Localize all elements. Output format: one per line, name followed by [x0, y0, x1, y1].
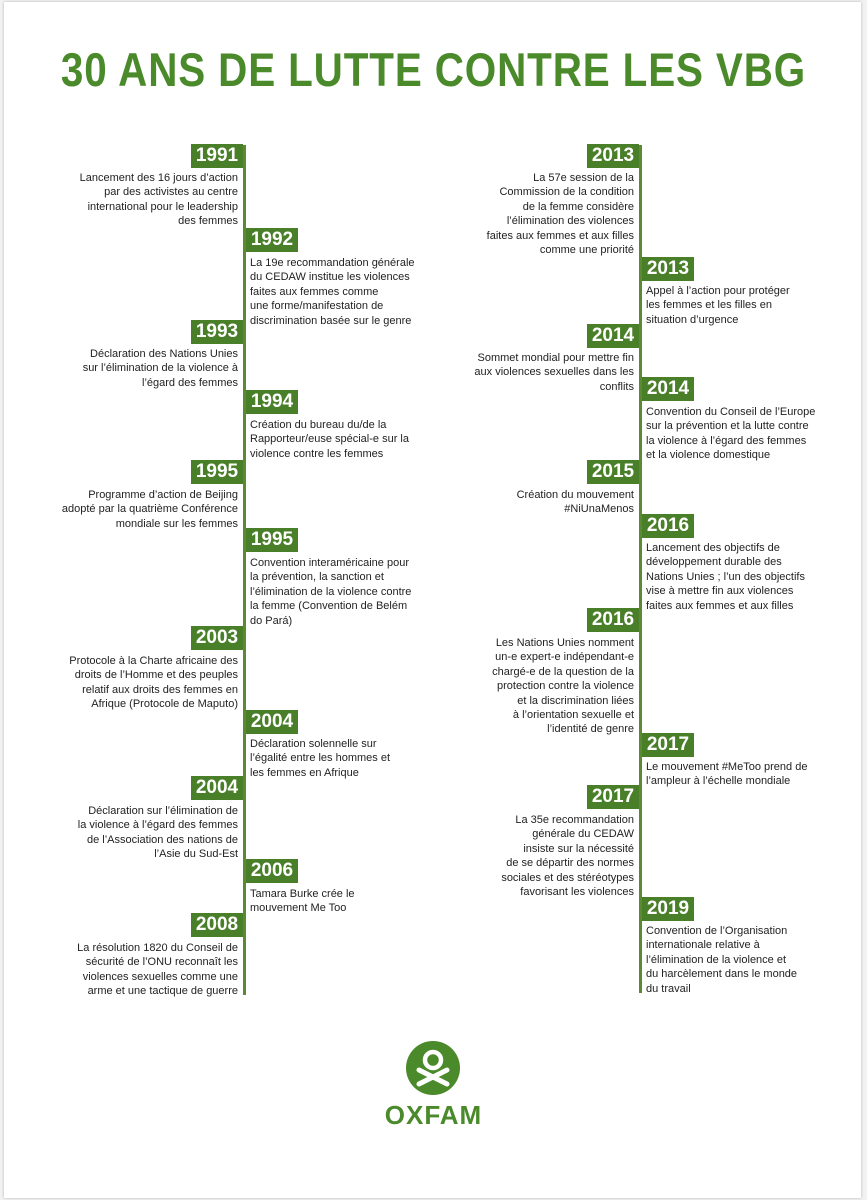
- timeline-year-badge: 2003: [191, 626, 243, 650]
- timeline-event-text: Le mouvement #MeToo prend de l’ampleur à l’échelle mondiale: [646, 761, 808, 788]
- timeline-event-text: Protocole à la Charte africaine des droits de l’Homme et des peuples relatif aux droits des femmes en Afrique (Protocole de Maputo): [69, 655, 238, 711]
- timeline-event-text: Création du mouvement #NiUnaMenos: [516, 489, 634, 516]
- timeline-event-text: Tamara Burke crée le mouvement Me Too: [250, 888, 355, 915]
- timeline-event-text: Convention de l’Organisation internationale relative à l’élimination de la violence et du harcèlement dans le monde du travail: [646, 925, 798, 995]
- timeline-event-text: La résolution 1820 du Conseil de sécurité de l’ONU reconnaît les violences sexuelles comme une arme et une tactique de guerre: [77, 942, 238, 998]
- timeline-event-text: Les Nations Unies nomment un-e expert-e indépendant-e chargé-e de la question de la protection contre la violence et la discrimination liées à l’orientation sexuelle et l’identité de genre: [492, 637, 634, 736]
- timeline-event-text: Sommet mondial pour mettre fin aux violences sexuelles dans les conflits: [474, 352, 634, 393]
- timeline-event-text: La 57e session de la Commission de la condition de la femme considère l’élimination des violences faites aux femmes et aux filles comme une priorité: [486, 172, 634, 257]
- timeline-event-text: Déclaration des Nations Unies sur l’élimination de la violence à l’égard des femmes: [82, 348, 238, 389]
- timeline-year-badge: 1993: [191, 320, 243, 344]
- timeline-event-text: Lancement des objectifs de développement durable des Nations Unies ; l’un des objectifs vise à mettre fin aux violences faites aux femmes et aux filles: [646, 542, 805, 612]
- oxfam-wordmark: OXFAM: [384, 1100, 483, 1130]
- timeline-year-badge: 1994: [246, 390, 298, 414]
- timeline-event-text: Convention du Conseil de l’Europe sur la prévention et la lutte contre la violence à l’égard des femmes et la violence domestique: [646, 406, 816, 462]
- timeline-year-badge: 1991: [191, 144, 243, 168]
- timeline-year-badge: 2004: [246, 710, 298, 734]
- timeline-year-badge: 2008: [191, 913, 243, 937]
- timeline-event-text: Convention interaméricaine pour la prévention, la sanction et l’élimination de la violence contre la femme (Convention de Belém do Pará): [250, 557, 412, 627]
- timeline-year-badge: 2004: [191, 776, 243, 800]
- poster-title: 30 ANS DE LUTTE CONTRE LES VBG: [60, 43, 807, 96]
- timeline-event-text: Lancement des 16 jours d’action par des activistes au centre international pour le leadership des femmes: [79, 172, 238, 228]
- timeline-year-badge: 2014: [587, 324, 639, 348]
- timeline-event-text: La 19e recommandation générale du CEDAW institue les violences faites aux femmes comme une forme/manifestation de discrimination basée sur le genre: [250, 257, 415, 327]
- timeline-event-text: Déclaration sur l’élimination de la violence à l’égard des femmes de l’Association des nations de l’Asie du Sud-Est: [77, 805, 238, 861]
- timeline-year-badge: 2016: [587, 608, 639, 632]
- timeline-year-badge: 2013: [642, 257, 694, 281]
- timeline-year-badge: 2017: [587, 785, 639, 809]
- timeline-event-text: La 35e recommandation générale du CEDAW insiste sur la nécessité de se départir des normes sociales et des stéréotypes favorisant les violences: [501, 814, 634, 899]
- timeline-year-badge: 2014: [642, 377, 694, 401]
- timeline-year-badge: 1992: [246, 228, 298, 252]
- timeline-year-badge: 2013: [587, 144, 639, 168]
- timeline-year-badge: 2016: [642, 514, 694, 538]
- timeline-year-badge: 2006: [246, 859, 298, 883]
- timeline-year-badge: 1995: [246, 528, 298, 552]
- oxfam-logo-icon: [405, 1040, 461, 1096]
- timeline-year-badge: 2015: [587, 460, 639, 484]
- timeline-year-badge: 2019: [642, 897, 694, 921]
- timeline-event-text: Déclaration solennelle sur l’égalité entre les hommes et les femmes en Afrique: [250, 738, 391, 779]
- timeline-event-text: Appel à l’action pour protéger les femmes et les filles en situation d’urgence: [646, 285, 790, 326]
- timeline-year-badge: 1995: [191, 460, 243, 484]
- timeline-year-badge: 2017: [642, 733, 694, 757]
- timeline-event-text: Programme d’action de Beijing adopté par la quatrième Conférence mondiale sur les femmes: [61, 489, 238, 530]
- timeline-event-text: Création du bureau du/de la Rapporteur/euse spécial-e sur la violence contre les femmes: [250, 419, 409, 460]
